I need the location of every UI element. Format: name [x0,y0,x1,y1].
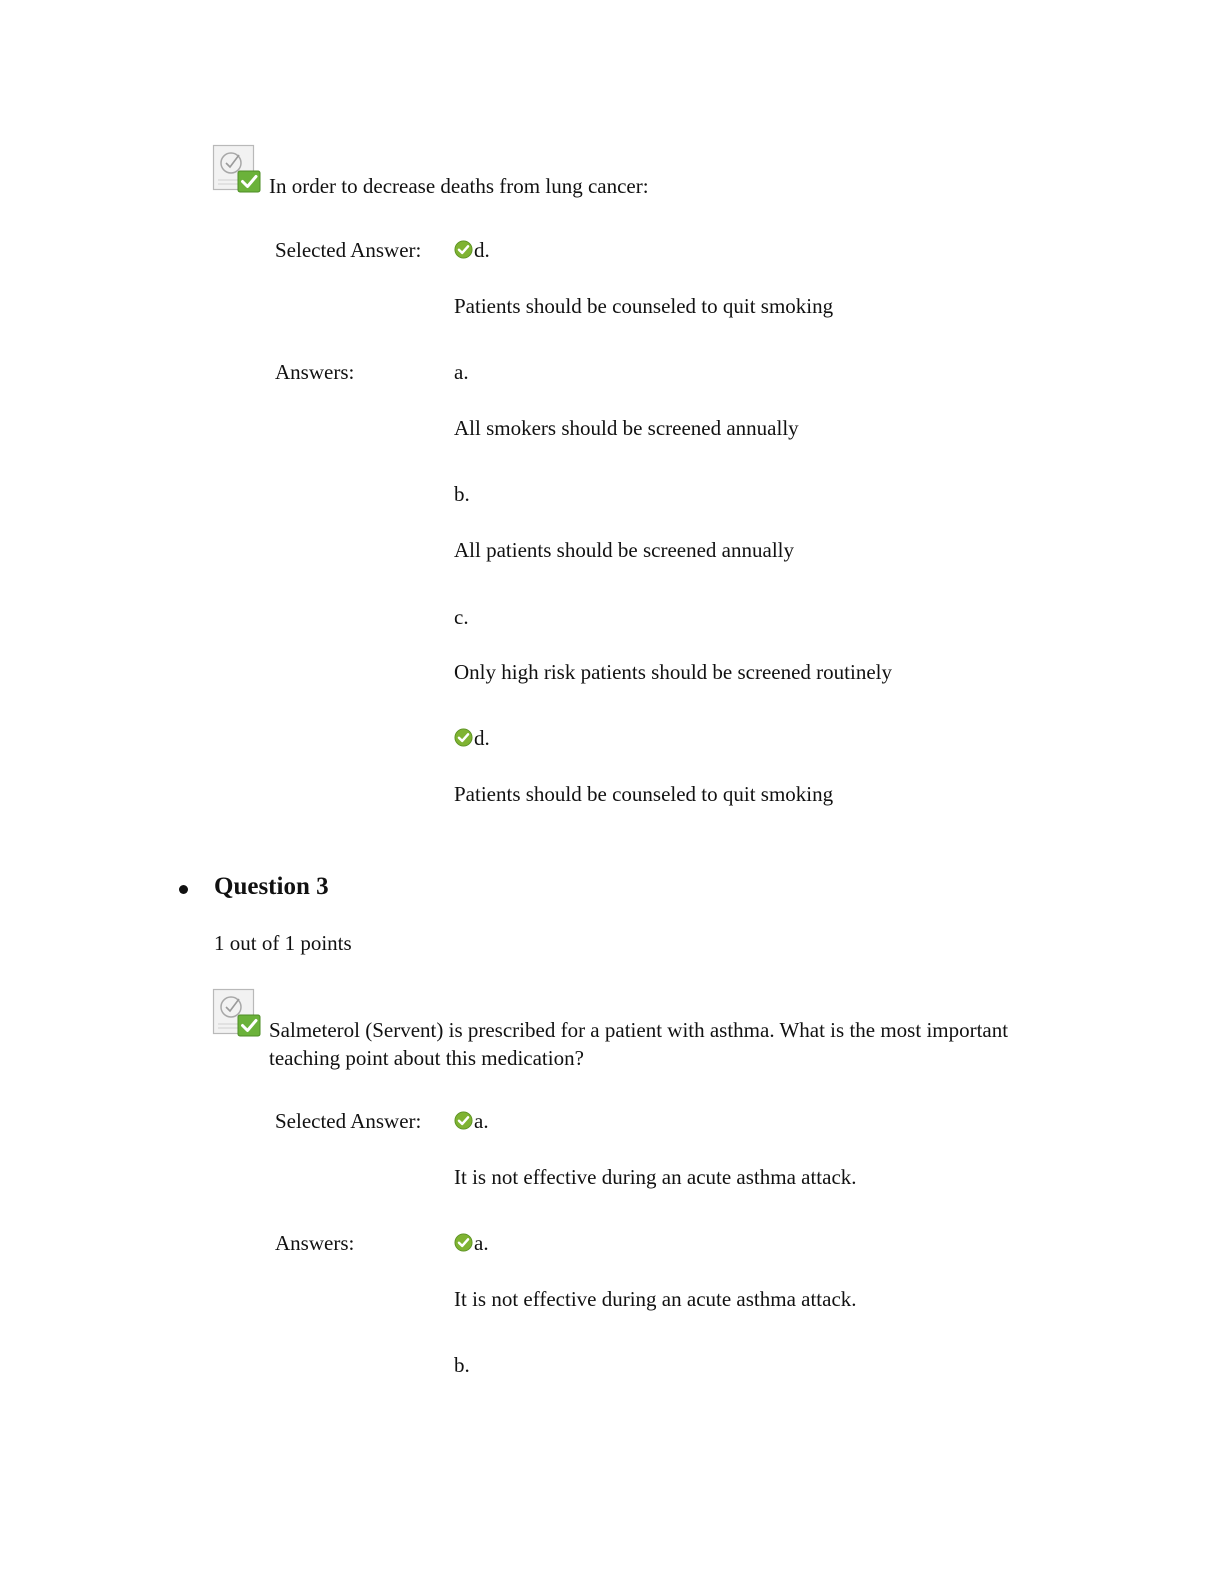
option-letter-correct [454,1231,489,1256]
selected-answer-label: Selected Answer: [275,1109,422,1133]
option-text: Only high risk patients should be screened routinely [454,660,892,684]
list-bullet [179,885,188,894]
option-letter: a. [454,360,469,384]
selected-answer-letter [454,1109,489,1134]
check-circle-icon [454,1111,473,1130]
selected-answer-letter [454,238,490,263]
question-text-line-2: teaching point about this medication? [269,1046,584,1070]
graded-correct-icon [212,988,262,1038]
answers-label: Answers: [275,360,355,384]
option-letter-correct [454,726,490,751]
selected-letter-text: d. [474,238,490,262]
selected-answer-label: Selected Answer: [275,238,422,262]
check-circle-icon [454,240,473,259]
option-letter-text: d. [474,726,490,750]
points-text: 1 out of 1 points [214,931,352,955]
option-letter: b. [454,1353,470,1377]
option-letter: b. [454,482,470,506]
selected-answer-text: Patients should be counseled to quit smoking [454,294,834,318]
check-circle-icon [454,728,473,747]
question-text-line-1: Salmeterol (Servent) is prescribed for a patient with asthma. What is the most important [269,1018,1009,1042]
option-text: It is not effective during an acute asthma attack. [454,1287,857,1311]
option-text: All patients should be screened annually [454,538,794,562]
question-text: In order to decrease deaths from lung cancer: [269,174,649,198]
option-text: All smokers should be screened annually [454,416,799,440]
check-circle-icon [454,1233,473,1252]
selected-answer-text: It is not effective during an acute asthma attack. [454,1165,857,1189]
option-letter-text: a. [474,1231,489,1255]
graded-correct-icon [212,144,262,194]
answers-label: Answers: [275,1231,355,1255]
option-letter: c. [454,605,469,629]
option-text: Patients should be counseled to quit smoking [454,782,834,806]
selected-letter-text: a. [474,1109,489,1133]
question-heading: Question 3 [214,873,329,900]
